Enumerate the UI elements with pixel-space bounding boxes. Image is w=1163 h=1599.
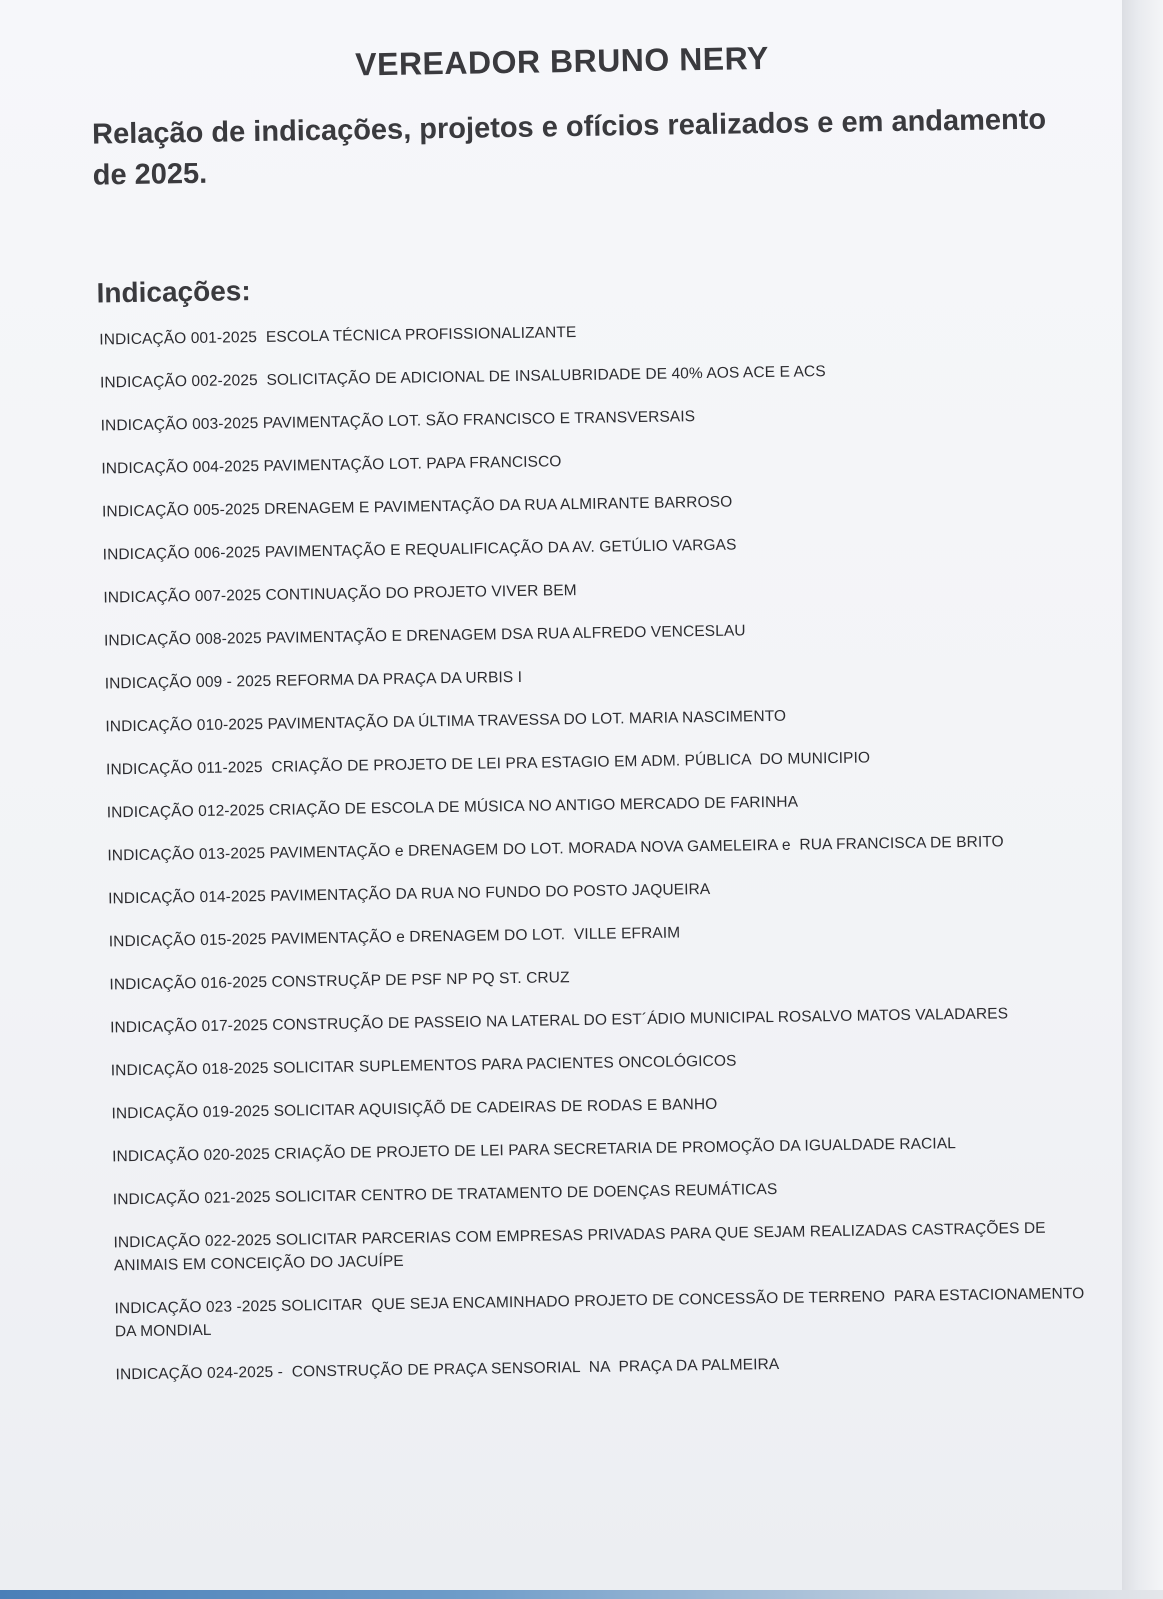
list-item: INDICAÇÃO 020-2025 CRIAÇÃO DE PROJETO DE LEI PARA SECRETARIA DE PROMOÇÃO DA IGUALDADE RACIAL: [112, 1135, 957, 1166]
list-item: INDICAÇÃO 021-2025 SOLICITAR CENTRO DE TRATAMENTO DE DOENÇAS REUMÁTICAS: [112, 1180, 778, 1209]
list-item: INDICAÇÃO 013-2025 PAVIMENTAÇÃO e DRENAGEM DO LOT. MORADA NOVA GAMELEIRA e RUA FRANCISCA DE BRITO: [107, 833, 1004, 865]
list-item: INDICAÇÃO 001-2025 ESCOLA TÉCNICA PROFISSIONALIZANTE: [99, 323, 577, 349]
list-item: INDICAÇÃO 016-2025 CONSTRUÇÃP DE PSF NP PQ ST. CRUZ: [109, 969, 570, 994]
list-item: INDICAÇÃO 003-2025 PAVIMENTAÇÃO LOT. SÃO FRANCISCO E TRANSVERSAIS: [100, 408, 696, 435]
list-item: INDICAÇÃO 017-2025 CONSTRUÇÃO DE PASSEIO NA LATERAL DO EST´ÁDIO MUNICIPAL ROSALVO MATOS VALADARES: [110, 1005, 1009, 1037]
list-item: INDICAÇÃO 002-2025 SOLICITAÇÃO DE ADICIONAL DE INSALUBRIDADE DE 40% AOS ACE E ACS: [99, 363, 826, 392]
list-item: INDICAÇÃO 011-2025 CRIAÇÃO DE PROJETO DE LEI PRA ESTAGIO EM ADM. PÚBLICA DO MUNICIPIO: [105, 749, 871, 779]
list-item: INDICAÇÃO 012-2025 CRIAÇÃO DE ESCOLA DE MÚSICA NO ANTIGO MERCADO DE FARINHA: [106, 793, 799, 822]
indicacoes-list: [99, 313, 1096, 1406]
scan-bottom-strip: [0, 1590, 1163, 1599]
list-item: INDICAÇÃO 008-2025 PAVIMENTAÇÃO E DRENAGEM DSA RUA ALFREDO VENCESLAU: [103, 622, 746, 650]
list-item: INDICAÇÃO 024-2025 - CONSTRUÇÃO DE PRAÇA SENSORIAL NA PRAÇA DA PALMEIRA: [115, 1355, 780, 1384]
list-item: INDICAÇÃO 007-2025 CONTINUAÇÃO DO PROJETO VIVER BEM: [103, 582, 577, 607]
list-item: INDICAÇÃO 015-2025 PAVIMENTAÇÃO e DRENAGEM DO LOT. VILLE EFRAIM: [108, 924, 681, 951]
list-item: INDICAÇÃO 006-2025 PAVIMENTAÇÃO E REQUALIFICAÇÃO DA AV. GETÚLIO VARGAS: [102, 536, 737, 564]
list-item: INDICAÇÃO 022-2025 SOLICITAR PARCERIAS COM EMPRESAS PRIVADAS PARA QUE SEJAM REALIZADAS CASTRAÇÕES DE ANIMAIS EM CONCEIÇÃO DO JACUÍPE: [113, 1219, 1050, 1275]
list-item: INDICAÇÃO 019-2025 SOLICITAR AQUISIÇÃÕ DE CADEIRAS DE RODAS E BANHO: [111, 1095, 718, 1123]
section-heading-indicacoes: Indicações:: [96, 275, 251, 309]
list-item: INDICAÇÃO 004-2025 PAVIMENTAÇÃO LOT. PAPA FRANCISCO: [101, 453, 562, 478]
list-item: INDICAÇÃO 005-2025 DRENAGEM E PAVIMENTAÇÃO DA RUA ALMIRANTE BARROSO: [101, 493, 733, 521]
list-item: INDICAÇÃO 018-2025 SOLICITAR SUPLEMENTOS PARA PACIENTES ONCOLÓGICOS: [110, 1052, 737, 1080]
document-subtitle: Relação de indicações, projetos e ofícios realizados e em andamento de 2025.: [91, 103, 1047, 192]
list-item: INDICAÇÃO 010-2025 PAVIMENTAÇÃO DA ÚLTIMA TRAVESSA DO LOT. MARIA NASCIMENTO: [105, 707, 787, 736]
list-item: INDICAÇÃO 014-2025 PAVIMENTAÇÃO DA RUA NO FUNDO DO POSTO JAQUEIRA: [107, 880, 711, 908]
list-item: INDICAÇÃO 023 -2025 SOLICITAR QUE SEJA ENCAMINHADO PROJETO DE CONCESSÃO DE TERRENO PARA ESTACIONAMENTO DA MONDIAL: [114, 1285, 1089, 1341]
list-item: INDICAÇÃO 009 - 2025 REFORMA DA PRAÇA DA URBIS I: [104, 668, 523, 693]
document-title: VEREADOR BRUNO NERY: [354, 39, 770, 83]
scanner-edge: [1122, 0, 1163, 1599]
